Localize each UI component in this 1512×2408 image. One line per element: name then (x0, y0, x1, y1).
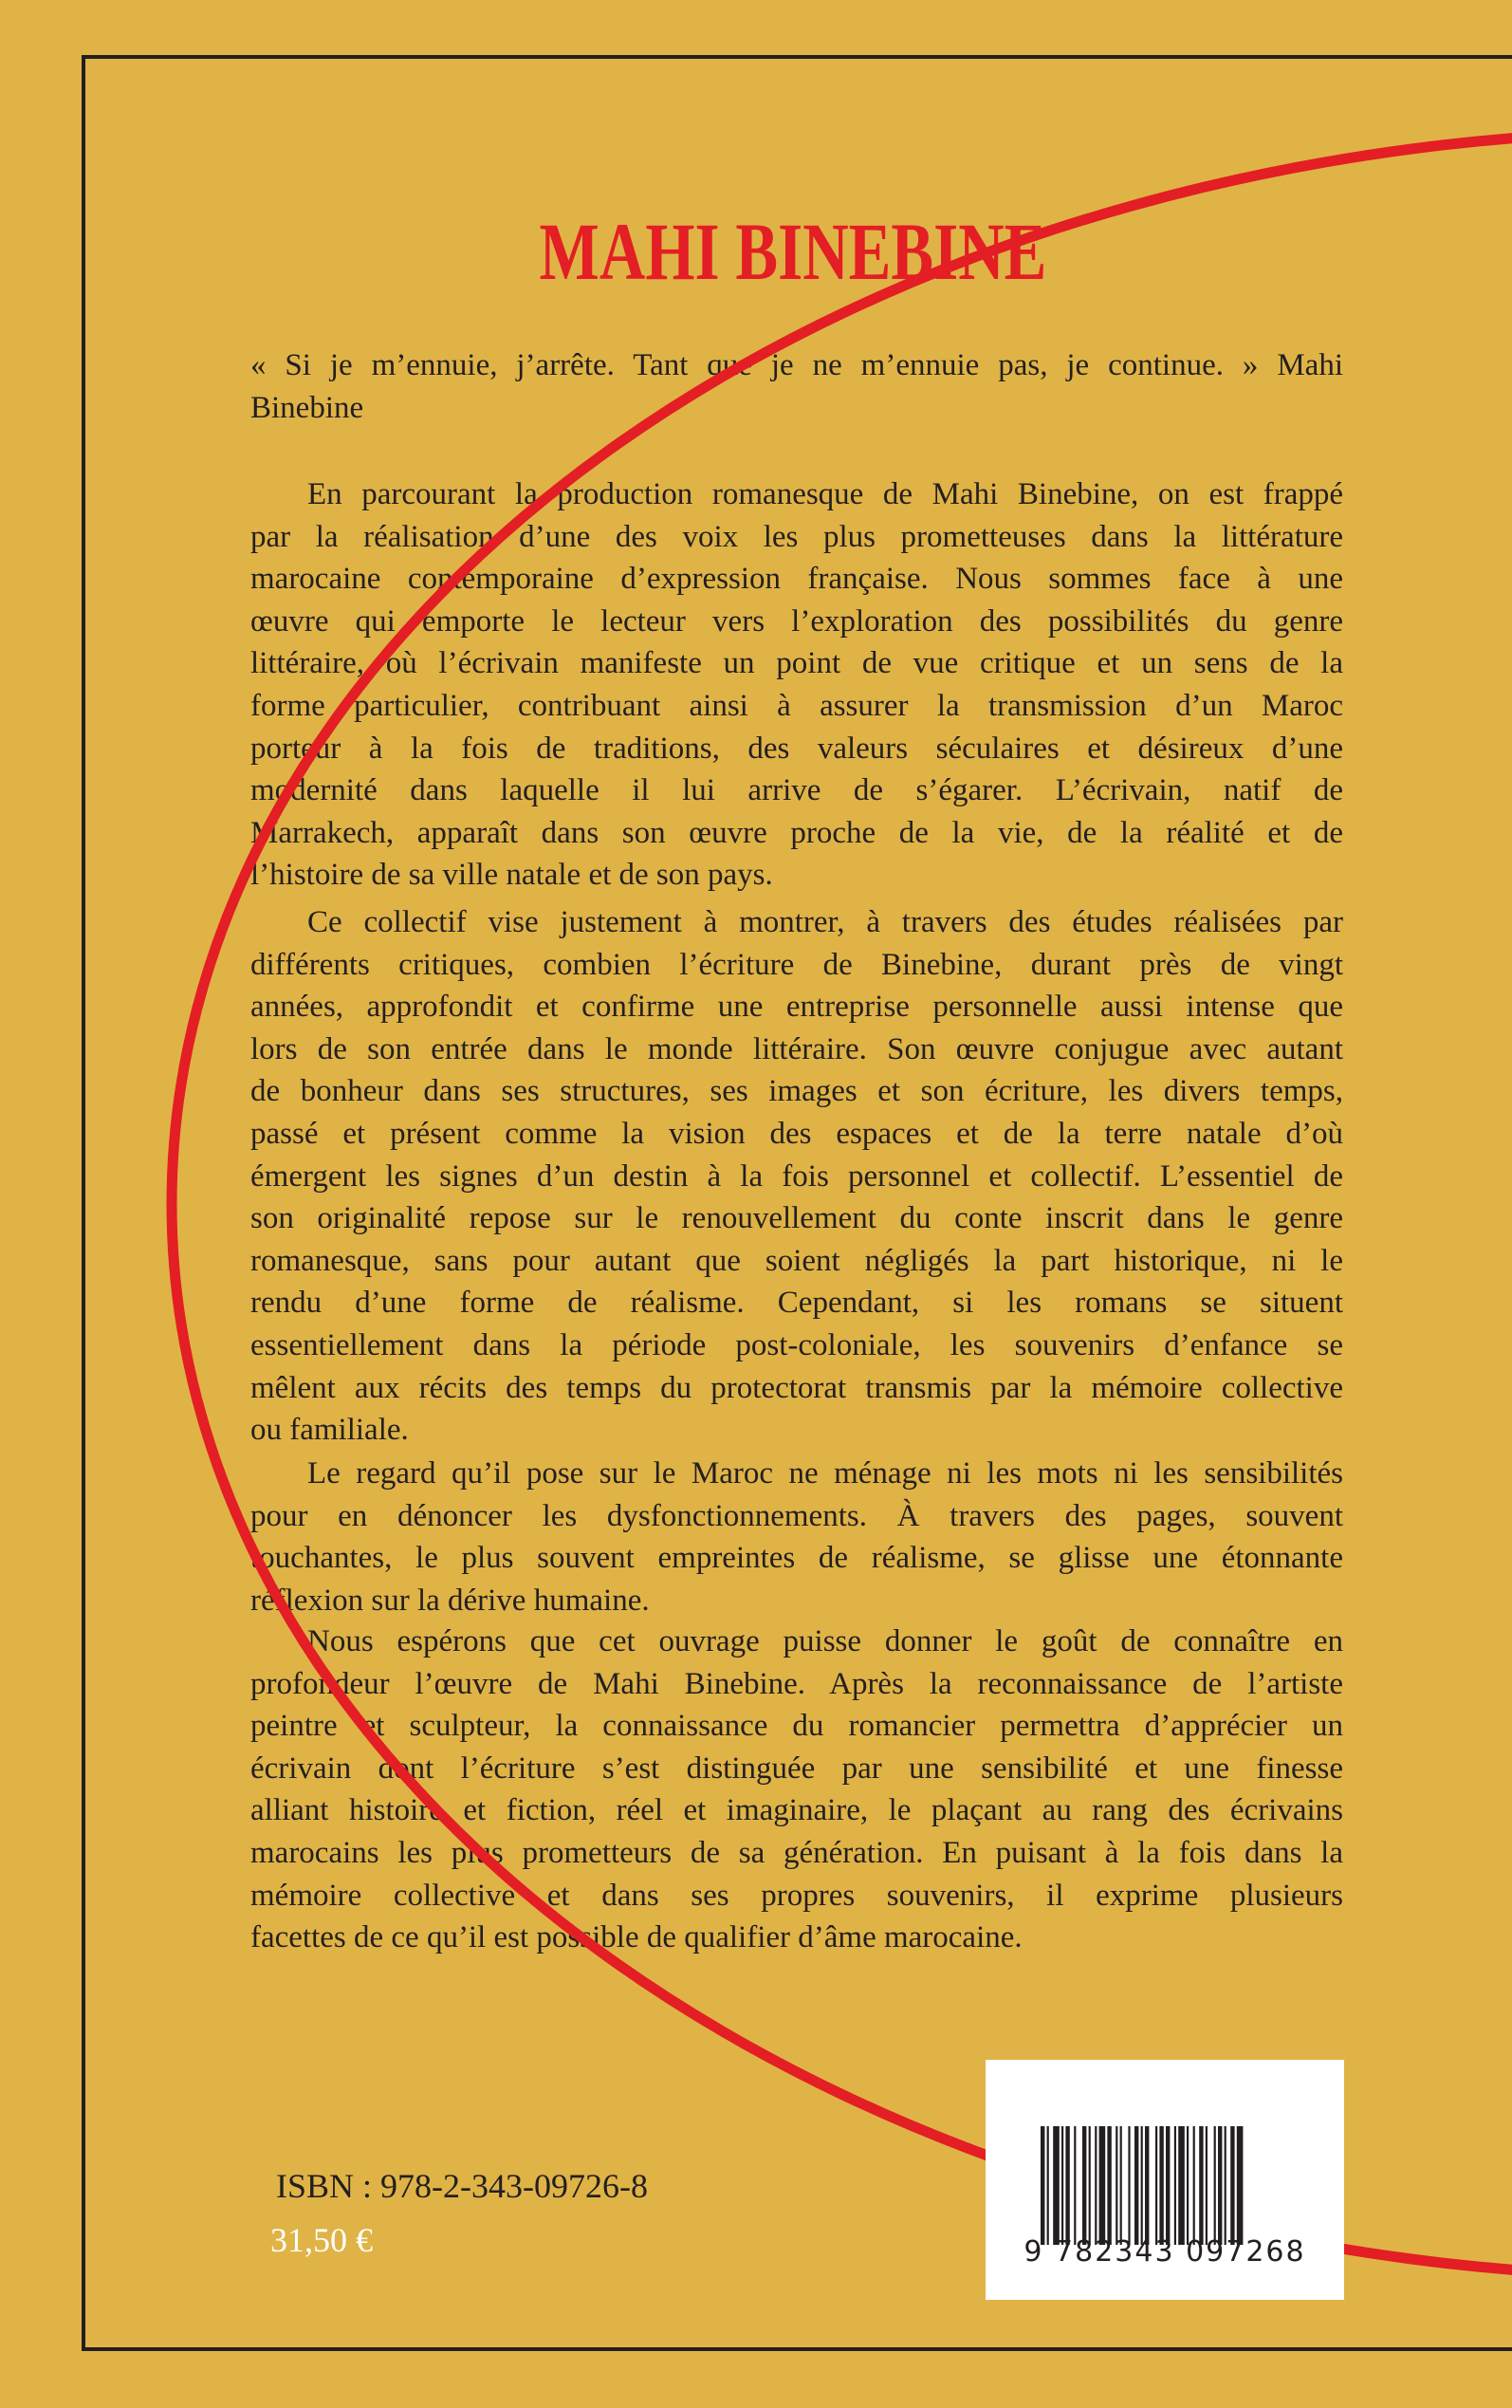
barcode-bar (1206, 2126, 1208, 2245)
text-line: années, approfondit et confirme une entreprise personnelle aussi intense que (250, 990, 1343, 1025)
text-line: passé et présent comme la vision des espaces et de la terre natale d’où (250, 1116, 1343, 1151)
text-line: peintre et sculpteur, la connaissance du romancier permettra d’apprécier un (250, 1709, 1343, 1744)
text-line: littéraire, où l’écrivain manifeste un point de vue critique et un sens de la (250, 646, 1343, 681)
text-line: pour en dénoncer les dysfonctionnements. À travers des pages, souvent (250, 1498, 1343, 1533)
barcode-bar (1099, 2126, 1106, 2245)
barcode-bar (1230, 2126, 1234, 2245)
text-line: Nous espérons que cet ouvrage puisse donner le goût de connaître en (307, 1624, 1343, 1658)
barcode-bars (986, 2060, 1344, 2250)
text-line: de bonheur dans ses structures, ses images et son écriture, les divers temps, (250, 1074, 1343, 1109)
author-title: MAHI BINEBINE (539, 206, 1047, 297)
text-line: marocaine contemporaine d’expression française. Nous sommes face à une (250, 562, 1343, 597)
text-line: profondeur l’œuvre de Mahi Binebine. Après la reconnaissance de l’artiste (250, 1666, 1343, 1701)
text-line: Marrakech, apparaît dans son œuvre proche de la vie, de la réalité et de (250, 815, 1343, 850)
epigraph-quote (250, 344, 1343, 429)
barcode-bar (1187, 2126, 1189, 2245)
barcode-bar (1089, 2126, 1091, 2245)
text-line: l’histoire de sa ville natale et de son pays. (250, 858, 773, 893)
barcode-bar (1178, 2126, 1185, 2245)
paragraph-2 (250, 901, 1343, 1452)
barcode-bar (1082, 2126, 1086, 2245)
text-line: différents critiques, combien l’écriture de Binebine, durant près de vingt (250, 947, 1343, 982)
barcode-bar (1107, 2126, 1111, 2245)
text-line: porteur à la fois de traditions, des valeurs séculaires et désireux d’une (250, 731, 1343, 766)
barcode-bar (1218, 2126, 1222, 2245)
barcode-bar (1145, 2126, 1149, 2245)
barcode-bar (1134, 2126, 1138, 2245)
text-line: alliant histoire et fiction, réel et imaginaire, le plaçant au rang des écrivains (250, 1793, 1343, 1828)
text-line: par la réalisation d’une des voix les plus prometteuses dans la littérature (250, 519, 1343, 554)
text-line: Le regard qu’il pose sur le Maroc ne ménage ni les mots ni les sensibilités (307, 1456, 1343, 1491)
paragraph-3 (250, 1453, 1343, 1621)
barcode-bar (1047, 2126, 1049, 2245)
text-line: lors de son entrée dans le monde littéraire. Son œuvre conjugue avec autant (250, 1031, 1343, 1066)
text-line: écrivain dont l’écriture s’est distinguée par une sensibilité et une finesse (250, 1750, 1343, 1786)
text-line: mêlent aux récits des temps du protectorat transmis par la mémoire collective (250, 1370, 1343, 1405)
text-line: En parcourant la production romanesque de Mahi Binebine, on est frappé (307, 477, 1343, 511)
barcode-bar (1065, 2126, 1069, 2245)
text-line: essentiellement dans la période post-coloniale, les souvenirs d’enfance se (250, 1327, 1343, 1362)
text-line: émergent les signes d’un destin à la fois personnel et collectif. L’essentiel de (250, 1158, 1343, 1194)
barcode-bar (1116, 2126, 1117, 2245)
text-line: forme particulier, contribuant ainsi à assurer la transmission d’un Maroc (250, 688, 1343, 723)
text-line: ou familiale. (250, 1413, 409, 1448)
barcode-bar (1193, 2126, 1195, 2245)
paragraph-1 (250, 473, 1343, 897)
text-line: son originalité repose sur le renouvellement du conte inscrit dans le genre (250, 1201, 1343, 1236)
text-line: réflexion sur la dérive humaine. (250, 1583, 650, 1618)
barcode-bar (1214, 2126, 1216, 2245)
text-line: « Si je m’ennuie, j’arrête. Tant que je ne m’ennuie pas, je continue. » Mahi (250, 348, 1343, 382)
barcode-bar (1041, 2126, 1044, 2245)
text-line: Binebine (250, 390, 364, 425)
text-line: Ce collectif vise justement à montrer, à travers des études réalisées par (307, 905, 1343, 939)
paragraph-4 (250, 1621, 1343, 1959)
text-line: œuvre qui emporte le lecteur vers l’exploration des possibilités du genre (250, 603, 1343, 639)
isbn-text: ISBN : 978-2-343-09726-8 (276, 2167, 648, 2205)
barcode-bar (1166, 2126, 1170, 2245)
price-text: 31,50 € (270, 2221, 373, 2259)
barcode-bar (1199, 2126, 1203, 2245)
text-line: facettes de ce qu’il est possible de qualifier d’âme marocaine. (250, 1920, 1023, 1955)
text-line: marocains les plus prometteurs de sa génération. En puisant à la fois dans la (250, 1835, 1343, 1870)
barcode-bar (1074, 2126, 1076, 2245)
barcode-bar (1061, 2126, 1063, 2245)
text-line: rendu d’une forme de réalisme. Cependant, si les romans se situent (250, 1286, 1343, 1321)
text-line: mémoire collective et dans ses propres souvenirs, il exprime plusieurs (250, 1878, 1343, 1913)
barcode-bar (1159, 2126, 1163, 2245)
barcode (986, 2060, 1344, 2300)
barcode-bar (1237, 2126, 1244, 2245)
barcode-bar (1225, 2126, 1226, 2245)
text-line: touchantes, le plus souvent empreintes de réalisme, se glisse une étonnante (250, 1541, 1343, 1576)
barcode-bar (1095, 2126, 1097, 2245)
barcode-bar (1128, 2126, 1130, 2245)
barcode-bar (1174, 2126, 1176, 2245)
text-line: modernité dans laquelle il lui arrive de s’égarer. L’écrivain, natif de (250, 773, 1343, 808)
barcode-digits: 9 782343 097268 (1023, 2235, 1306, 2269)
barcode-bar (1155, 2126, 1157, 2245)
barcode-bar (1141, 2126, 1143, 2245)
text-line: romanesque, sans pour autant que soient négligés la part historique, ni le (250, 1243, 1343, 1278)
barcode-bar (1120, 2126, 1122, 2245)
barcode-bar (1053, 2126, 1060, 2245)
